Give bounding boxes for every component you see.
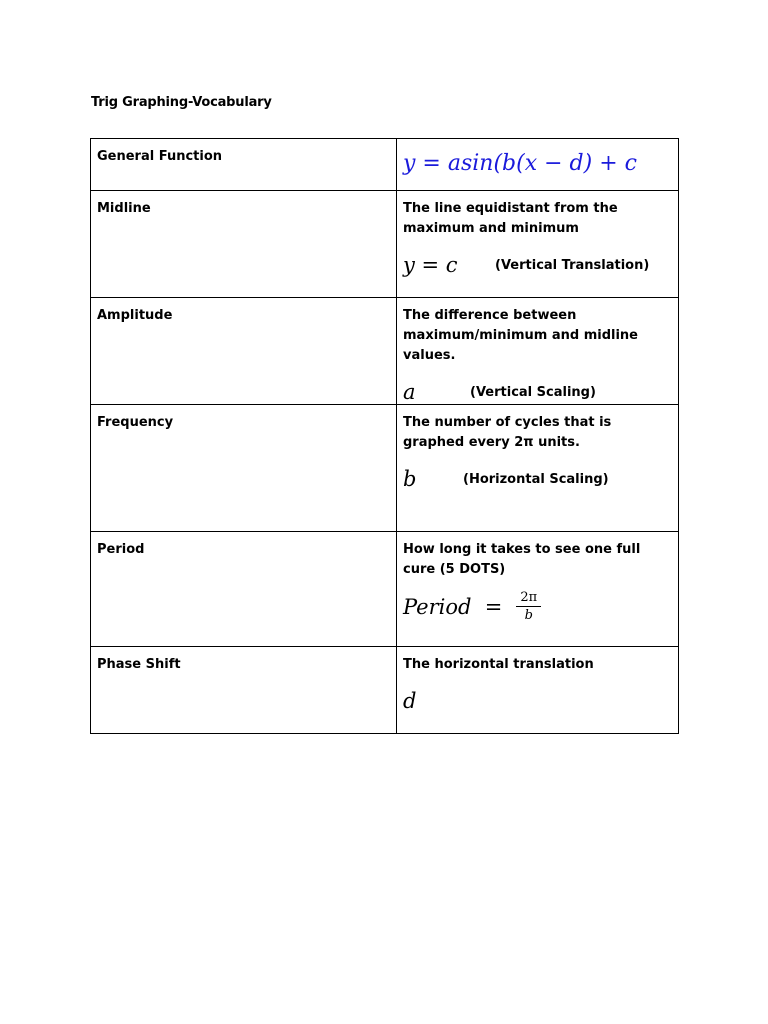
fraction-numerator: 2π	[516, 590, 541, 607]
formula-line	[403, 380, 672, 404]
definition-text: The line equidistant from the maximum and minimum	[403, 201, 618, 236]
term-cell	[91, 191, 397, 298]
term-cell	[91, 532, 397, 647]
table-row	[91, 298, 679, 405]
fraction-denominator: b	[524, 608, 533, 623]
definition-text: The horizontal translation	[403, 657, 594, 672]
definition-text: How long it takes to see one full cure (5 DOTS)	[403, 542, 641, 577]
frequency-formula: b	[403, 467, 417, 491]
formula-line	[403, 590, 672, 623]
definition-text: The number of cycles that is graphed every 2π units.	[403, 415, 612, 450]
table-row	[91, 191, 679, 298]
term-cell	[91, 405, 397, 532]
phase-shift-formula: d	[403, 689, 417, 713]
amplitude-formula: a	[403, 380, 416, 404]
definition-cell	[397, 191, 679, 298]
formula-line	[403, 467, 672, 491]
term-cell	[91, 647, 397, 734]
table-row	[91, 405, 679, 532]
term-label: Amplitude	[97, 308, 173, 323]
period-formula: Period =	[403, 594, 503, 619]
period-fraction	[516, 590, 541, 623]
vocabulary-table	[90, 138, 679, 734]
term-label: Phase Shift	[97, 657, 181, 672]
definition-cell	[397, 647, 679, 734]
definition-cell	[397, 139, 679, 191]
definition-text: The difference between maximum/minimum and midline values.	[403, 308, 638, 363]
definition-cell	[397, 405, 679, 532]
formula-line	[403, 253, 672, 277]
formula-note: (Horizontal Scaling)	[463, 471, 609, 487]
definition-cell	[397, 298, 679, 405]
formula-note: (Vertical Scaling)	[470, 384, 596, 400]
formula-line	[403, 689, 672, 713]
term-cell	[91, 139, 397, 191]
definition-cell	[397, 532, 679, 647]
table-row	[91, 647, 679, 734]
general-function-formula: y = asin(b(x − d) + c	[403, 151, 637, 176]
document-title: Trig Graphing-Vocabulary	[91, 95, 272, 110]
term-cell	[91, 298, 397, 405]
formula-note: (Vertical Translation)	[495, 257, 650, 273]
table-row	[91, 139, 679, 191]
table-row	[91, 532, 679, 647]
term-label: Period	[97, 542, 145, 557]
midline-formula: y = c	[403, 253, 458, 277]
term-label: Midline	[97, 201, 151, 216]
term-label: Frequency	[97, 415, 174, 430]
term-label: General Function	[97, 149, 223, 164]
